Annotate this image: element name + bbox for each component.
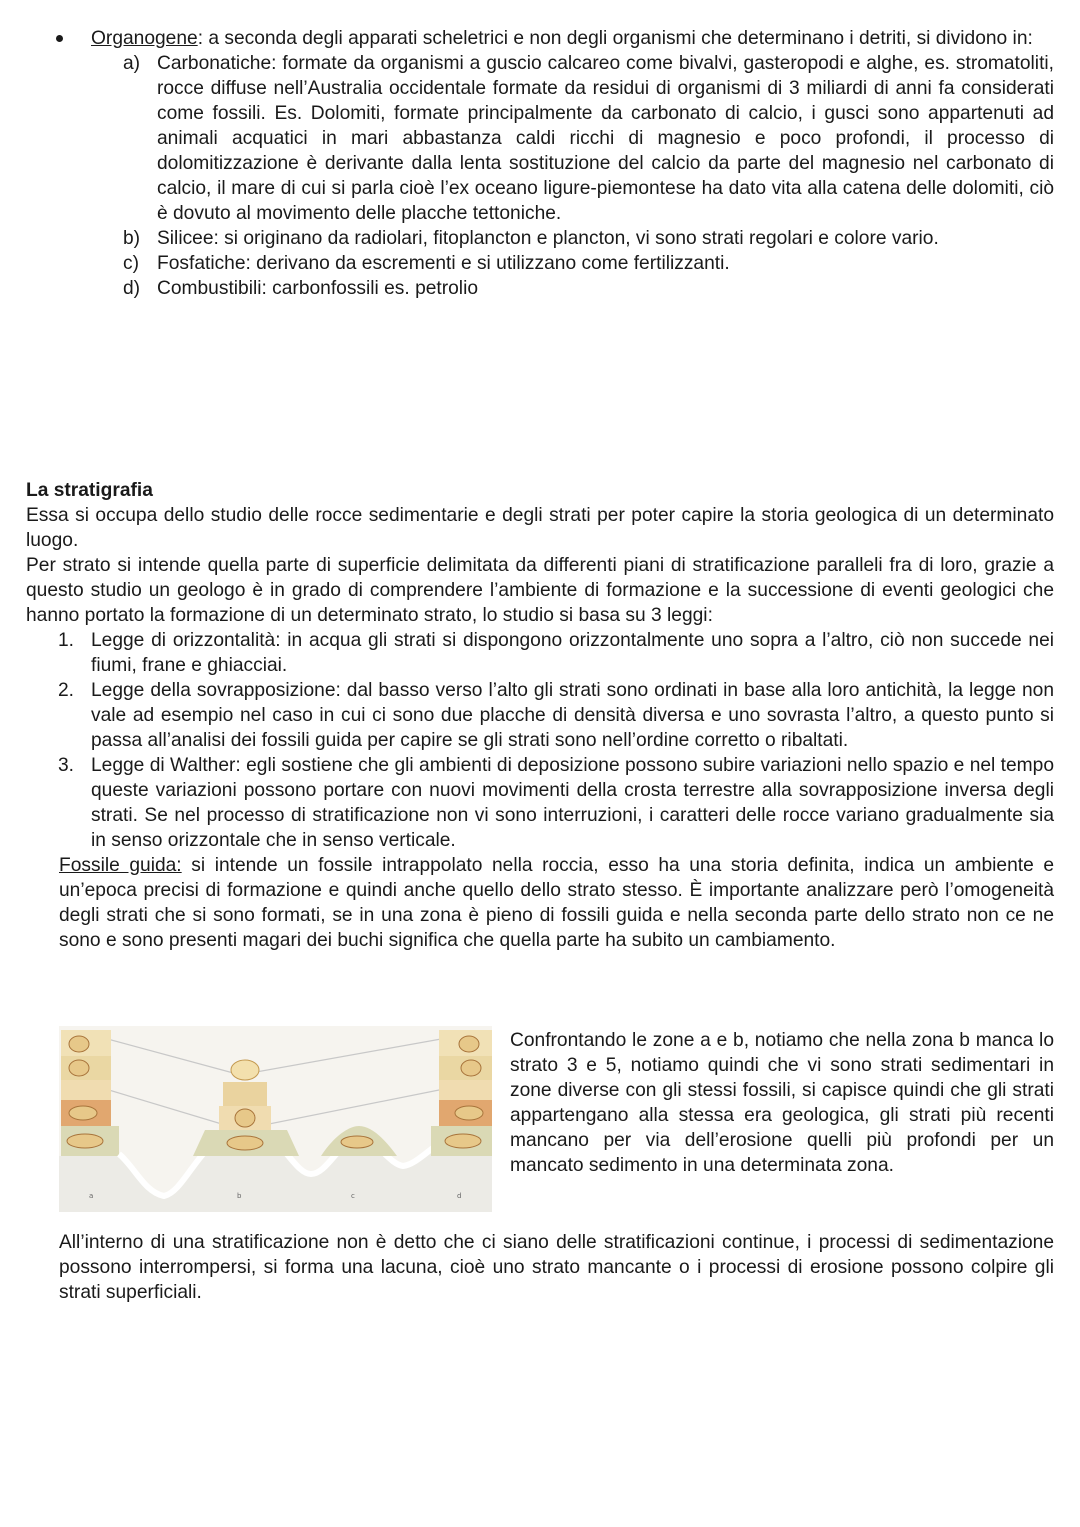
list-marker: d) <box>123 278 141 299</box>
closing-paragraph: All’interno di una stratificazione non è detto che ci siano delle stratificazioni continue, i processi di sedimentazione possono interrompersi, si forma una lacuna, cioè uno strato mancante o i processi di erosione possono colpire gli strati superficiali. <box>59 1232 1054 1303</box>
section-title: La stratigrafia <box>26 480 153 501</box>
list-item-text: Legge di Walther: egli sostiene che gli ambienti di deposizione possono subire variazioni nello spazio e nel tempo queste variazioni possono portare con nuovi movimenti della crosta terrestre alla sovrapposizione inversa degli strati. Se nel processo di stratificazione non vi sono interruzioni, i caratteri delle rocce variano gradualmente sia in senso orizzontale che in senso verticale. <box>91 755 1054 851</box>
list-item-text: Fosfatiche: derivano da escrementi e si utilizzano come fertilizzanti. <box>157 253 730 274</box>
list-item <box>123 276 1054 301</box>
list-item <box>58 753 1054 853</box>
fossile-guida-text: si intende un fossile intrappolato nella roccia, esso ha una storia definita, indica un ambiente e un’epoca precisi di formazione e quindi anche quello dello strato stesso. È importante analizzare però l’omogeneità degli strati che si sono formati, se in una zona è pieno di fossili guida e nella seconda parte dello strato non ce ne sono e sono presenti magari dei buchi significa che quella parte ha subito un cambiamento. <box>59 855 1055 951</box>
list-item-text: Combustibili: carbonfossili es. petrolio <box>157 278 478 299</box>
fossile-guida-term: Fossile guida: <box>59 855 182 876</box>
stratigrafia-section <box>26 478 1054 953</box>
organogene-intro-text: : a seconda degli apparati scheletrici e non degli organismi che determinano i detriti, si dividono in: <box>197 28 1033 49</box>
list-marker: a) <box>123 53 141 74</box>
zone-label-c: c <box>351 1192 355 1200</box>
list-item <box>123 226 1054 251</box>
list-item-text: Legge della sovrapposizione: dal basso verso l’alto gli strati sono ordinati in base alla loro antichità, la legge non vale ad esempio nel caso in cui ci sono due placche di densità diversa e uno sovrasta l’altro, a questo punto si passa all’analisi dei fossili guida per capire se gli strati sono nell’ordine corretto o ribaltati. <box>91 680 1054 751</box>
list-marker: 1. <box>58 630 75 651</box>
organogene-term: Organogene <box>91 28 198 49</box>
list-marker: c) <box>123 253 139 274</box>
fossile-guida-paragraph <box>59 853 1054 953</box>
list-item-text: Legge di orizzontalità: in acqua gli strati si dispongono orizzontalmente uno sopra a l’altro, ciò non succede nei fiumi, frane e ghiacciai. <box>91 630 1054 676</box>
figure-caption: Confrontando le zone a e b, notiamo che nella zona b manca lo strato 3 e 5, notiamo quindi che vi sono strati sedimentari in zone diverse con gli stessi fossili, si capisce quindi che gli strati appartengano alla stessa era geologica, gli strati più recenti mancano per via dell’erosione quelli più profondi per un mancato sedimento in una determinata zona. <box>510 1030 1054 1176</box>
laws-list <box>58 628 1054 853</box>
organogene-section <box>56 26 1054 301</box>
organogene-list <box>123 51 1054 301</box>
list-item-text: Silicee: si originano da radiolari, fitoplancton e plancton, vi sono strati regolari e colore vario. <box>157 228 939 249</box>
list-marker: 3. <box>58 755 75 776</box>
list-item <box>58 628 1054 678</box>
list-item <box>58 678 1054 753</box>
paragraph: Essa si occupa dello studio delle rocce sedimentarie e degli strati per poter capire la storia geologica di un determinato luogo. <box>26 505 1054 551</box>
paragraph: Per strato si intende quella parte di superficie delimitata da differenti piani di stratificazione paralleli fra di loro, grazie a questo studio un geologo è in grado di comprendere l’ambiente di formazione e la successione di eventi geologici che hanno portato la formazione di un determinato strato, lo studio si basa su 3 leggi: <box>26 555 1054 626</box>
list-marker: b) <box>123 228 141 249</box>
stratigraphy-illustration <box>59 1026 492 1212</box>
list-item <box>123 251 1054 276</box>
zone-label-a: a <box>89 1192 94 1200</box>
zone-label-d: d <box>457 1192 462 1200</box>
bullet-icon <box>56 35 63 42</box>
list-item <box>123 51 1054 226</box>
list-item-text: Carbonatiche: formate da organismi a guscio calcareo come bivalvi, gasteropodi e alghe, es. stromatoliti, rocce diffuse nell’Australia occidentale formate da residui di organismi di 3 miliardi di anni fa considerati come fossili. Es. Dolomiti, formate principalmente da carbonato di calcio, i gusci sono appartenuti ad animali acquatici in mari abbastanza caldi ricchi di magnesio e poco profondi, il processo di dolomitizzazione è derivante dalla lenta sostituzione del calcio da parte del magnesio nel carbonato di calcio, il mare di cui si parla cioè l’ex oceano ligure-piemontese ha dato vita alla catena delle dolomiti, ciò è dovuto al movimento delle placche tettoniche. <box>157 53 1054 224</box>
organogene-intro <box>91 26 1054 51</box>
zone-label-b: b <box>237 1192 242 1200</box>
list-marker: 2. <box>58 680 75 701</box>
